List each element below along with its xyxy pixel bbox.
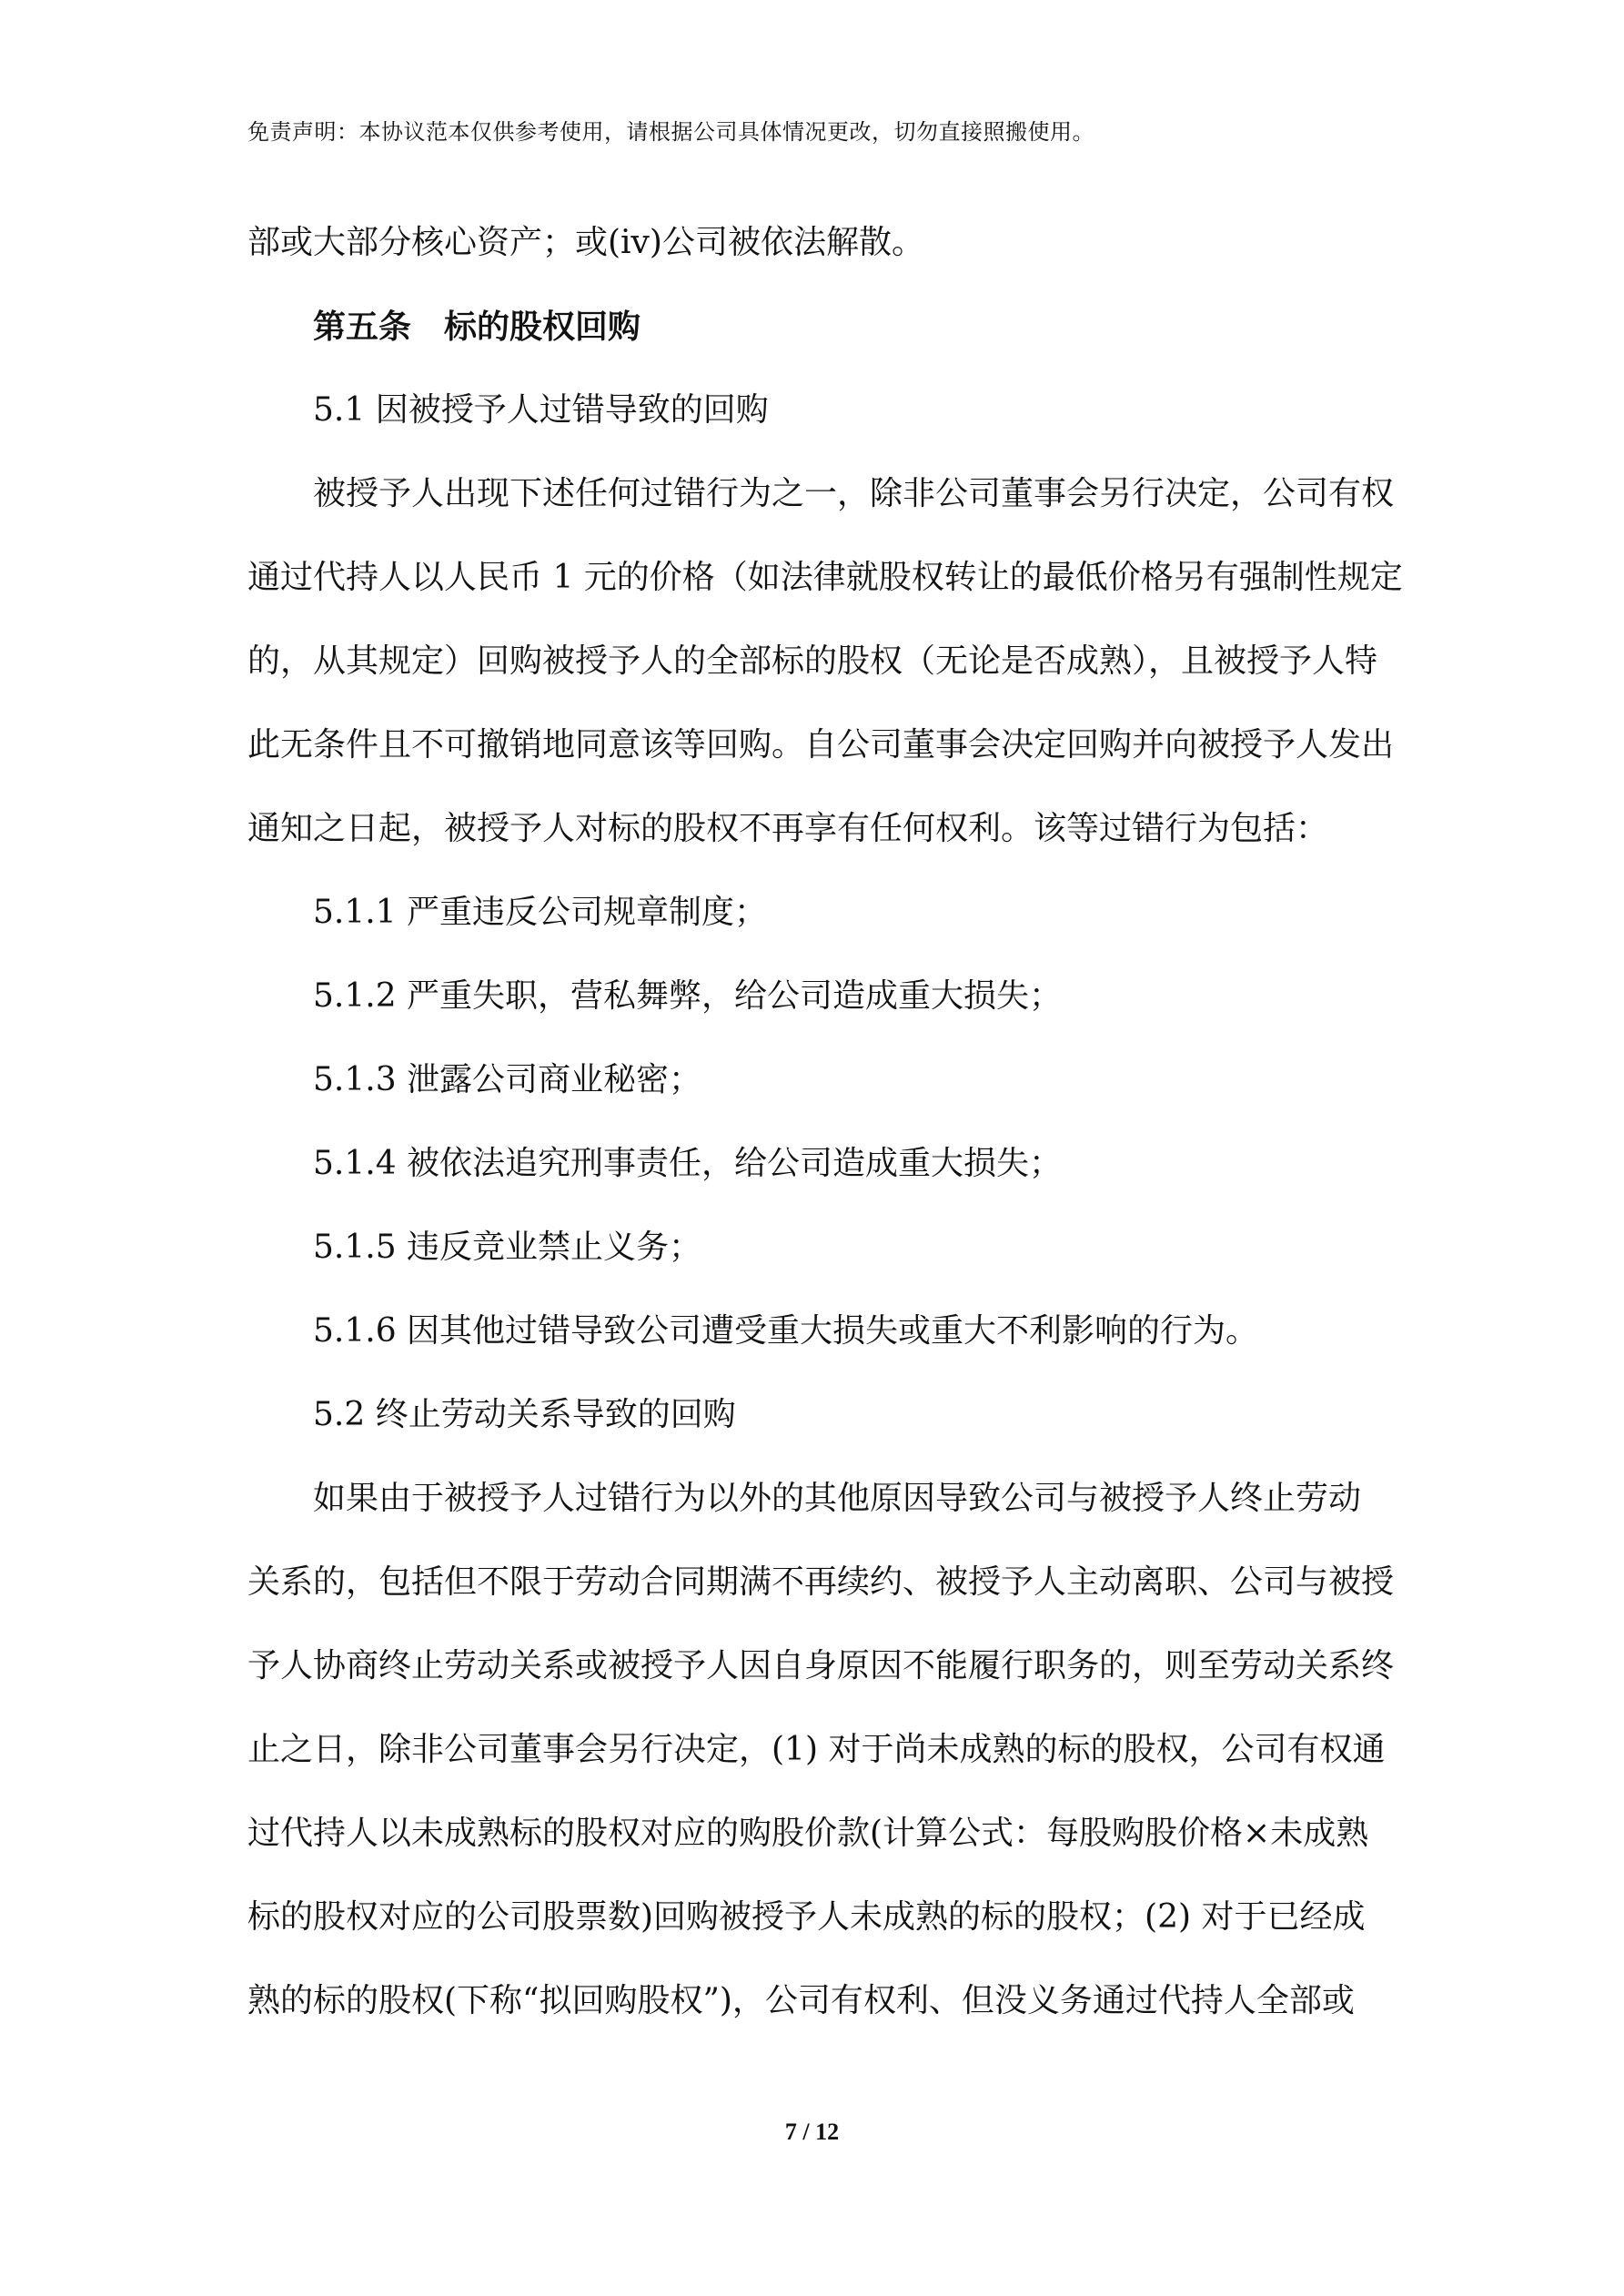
- paragraph-5-2-line-5: 过代持人以未成熟标的股权对应的购股价款(计算公式：每股购股价格×未成熟: [247, 1815, 1369, 1852]
- list-item-5-1-4: 5.1.4 被依法追究刑事责任，给公司造成重大损失；: [313, 1145, 1063, 1182]
- paragraph-5-2-line-2: 关系的，包括但不限于劳动合同期满不再续约、被授予人主动离职、公司与被授: [247, 1563, 1395, 1601]
- list-item-5-1-5: 5.1.5 违反竞业禁止义务；: [313, 1229, 702, 1266]
- paragraph-5-1-line-1: 被授予人出现下述任何过错行为之一，除非公司董事会另行决定，公司有权: [313, 475, 1395, 512]
- page-number: 7 / 12: [784, 2119, 840, 2145]
- list-item-5-1-2: 5.1.2 严重失职，营私舞弊，给公司造成重大损失；: [313, 977, 1063, 1015]
- paragraph-5-1-line-5: 通知之日起，被授予人对标的股权不再享有任何权利。该等过错行为包括：: [247, 810, 1329, 847]
- paragraph-5-2-line-4: 止之日，除非公司董事会另行决定，(1) 对于尚未成熟的标的股权，公司有权通: [247, 1731, 1386, 1768]
- text-line-continuation: 部或大部分核心资产；或(iv)公司被依法解散。: [247, 224, 924, 261]
- paragraph-5-2-line-1: 如果由于被授予人过错行为以外的其他原因导致公司与被授予人终止劳动: [313, 1480, 1362, 1517]
- list-item-5-1-6: 5.1.6 因其他过错导致公司遭受重大损失或重大不利影响的行为。: [313, 1312, 1259, 1350]
- paragraph-5-2-line-3: 予人协商终止劳动关系或被授予人因自身原因不能履行职务的，则至劳动关系终: [247, 1647, 1395, 1684]
- paragraph-5-1-line-2: 通过代持人以人民币 1 元的价格（如法律就股权转让的最低价格另有强制性规定: [247, 559, 1403, 596]
- paragraph-5-1-line-4: 此无条件且不可撤销地同意该等回购。自公司董事会决定回购并向被授予人发出: [247, 726, 1395, 764]
- list-item-5-1-3: 5.1.3 泄露公司商业秘密；: [313, 1061, 702, 1098]
- paragraph-5-1-line-3: 的，从其规定）回购被授予人的全部标的股权（无论是否成熟），且被授予人特: [247, 642, 1378, 680]
- section-heading-5-1: 5.1 因被授予人过错导致的回购: [313, 391, 769, 429]
- disclaimer-header: 免责声明：本协议范本仅供参考使用，请根据公司具体情况更改，切勿直接照搬使用。: [247, 119, 1094, 145]
- section-heading-5-2: 5.2 终止劳动关系导致的回购: [313, 1396, 736, 1433]
- paragraph-5-2-line-6: 标的股权对应的公司股票数)回购被授予人未成熟的标的股权；(2) 对于已经成: [247, 1898, 1366, 1936]
- paragraph-5-2-line-7: 熟的标的股权(下称“拟回购股权”)，公司有权利、但没义务通过代持人全部或: [247, 1982, 1355, 2019]
- article-heading: 第五条 标的股权回购: [313, 308, 641, 346]
- list-item-5-1-1: 5.1.1 严重违反公司规章制度；: [313, 894, 768, 931]
